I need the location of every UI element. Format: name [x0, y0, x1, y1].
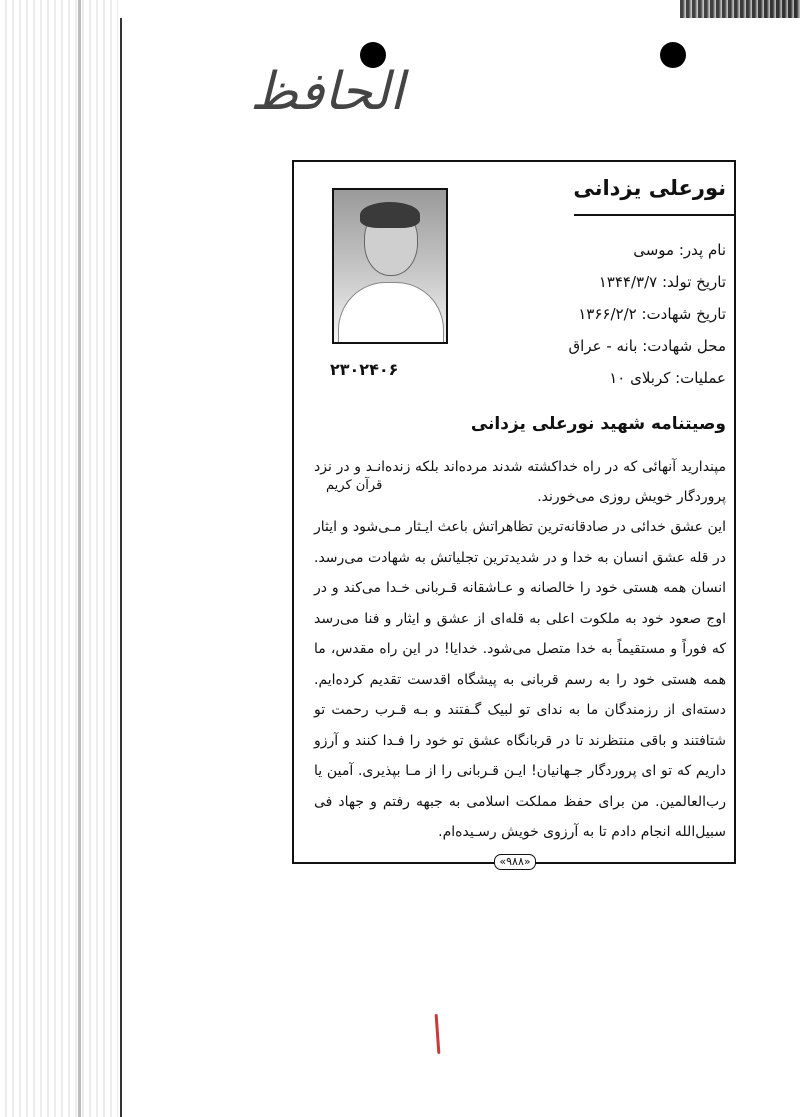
photo-hair [360, 202, 420, 228]
will-body-text: این عشق خدائی در صادقانه‌ترین تظاهراتش باعث ایـثار مـی‌شود و ایثار در قله عشق انسان به خدا و در شدیدترین تجلیاتش به شهادت می‌رسد. انسان همه هستی خود را خالصانه و عـاشقانه قـربانی خـدا می‌کند و در اوج صعود خود به ملکوت اعلی به قله‌ای از عشق و ایثار و فنا می‌رسد که فوراً و مستقیماً به خدا متصل می‌شود. خدایا! در این راه مقدس، ما همه هستی خود را به رسم قربانی به پیشگاه اقدست تقدیم کرده‌ایم. دسته‌ای از رزمندگان ما به ندای تو لبیک گـفتند و بـه قـرب رحمت تو شتافتند و باقی منتظرند تا در قربانگاه عشق تو خود را فـدا کنند و آرزو داریم که تو ای پروردگار جـهانیان! ایـن قـربانی را از مـا بپذیری. آمین یا رب‌العالمین. من برای حفظ مملکت اسلامی به جبهه رفتم و جهاد فی سبیل‌الله انجام دادم تا به آرزوی خویش رسـیده‌ام. [314, 519, 726, 840]
punch-hole [660, 42, 686, 68]
martyr-photo [332, 188, 448, 344]
martyrdom-place: محل شهادت: بانه - عراق [568, 337, 726, 355]
verse-source: قرآن کریم [326, 478, 383, 493]
scan-page-stack-edge [0, 0, 118, 1117]
handwritten-note: الحافظ [250, 62, 404, 122]
page-number: «۹۸۸» [494, 854, 536, 870]
photo-id-number: ۲۳۰۲۴۰۶ [330, 360, 399, 379]
operation-name: عملیات: کربلای ۱۰ [609, 369, 726, 387]
birth-date: تاریخ تولد: ۱۳۴۴/۳/۷ [598, 273, 726, 291]
red-pen-mark [435, 1014, 441, 1054]
father-name: نام پدر: موسی [633, 241, 726, 259]
martyrdom-date: تاریخ شهادت: ۱۳۶۶/۲/۲ [578, 305, 726, 323]
quran-verse: مپندارید آنهائی که در راه خداکشته شدند مرده‌اند بلکه زنده‌انـد و در نزد پروردگار خویش روزی می‌خورند. [314, 459, 726, 505]
martyr-info-list [476, 234, 726, 394]
heading-underline [574, 214, 734, 216]
martyr-name-heading: نورعلی یزدانی [573, 176, 726, 200]
will-title: وصیتنامه شهید نورعلی یزدانی [470, 414, 726, 434]
martyr-bio-frame [292, 160, 736, 868]
